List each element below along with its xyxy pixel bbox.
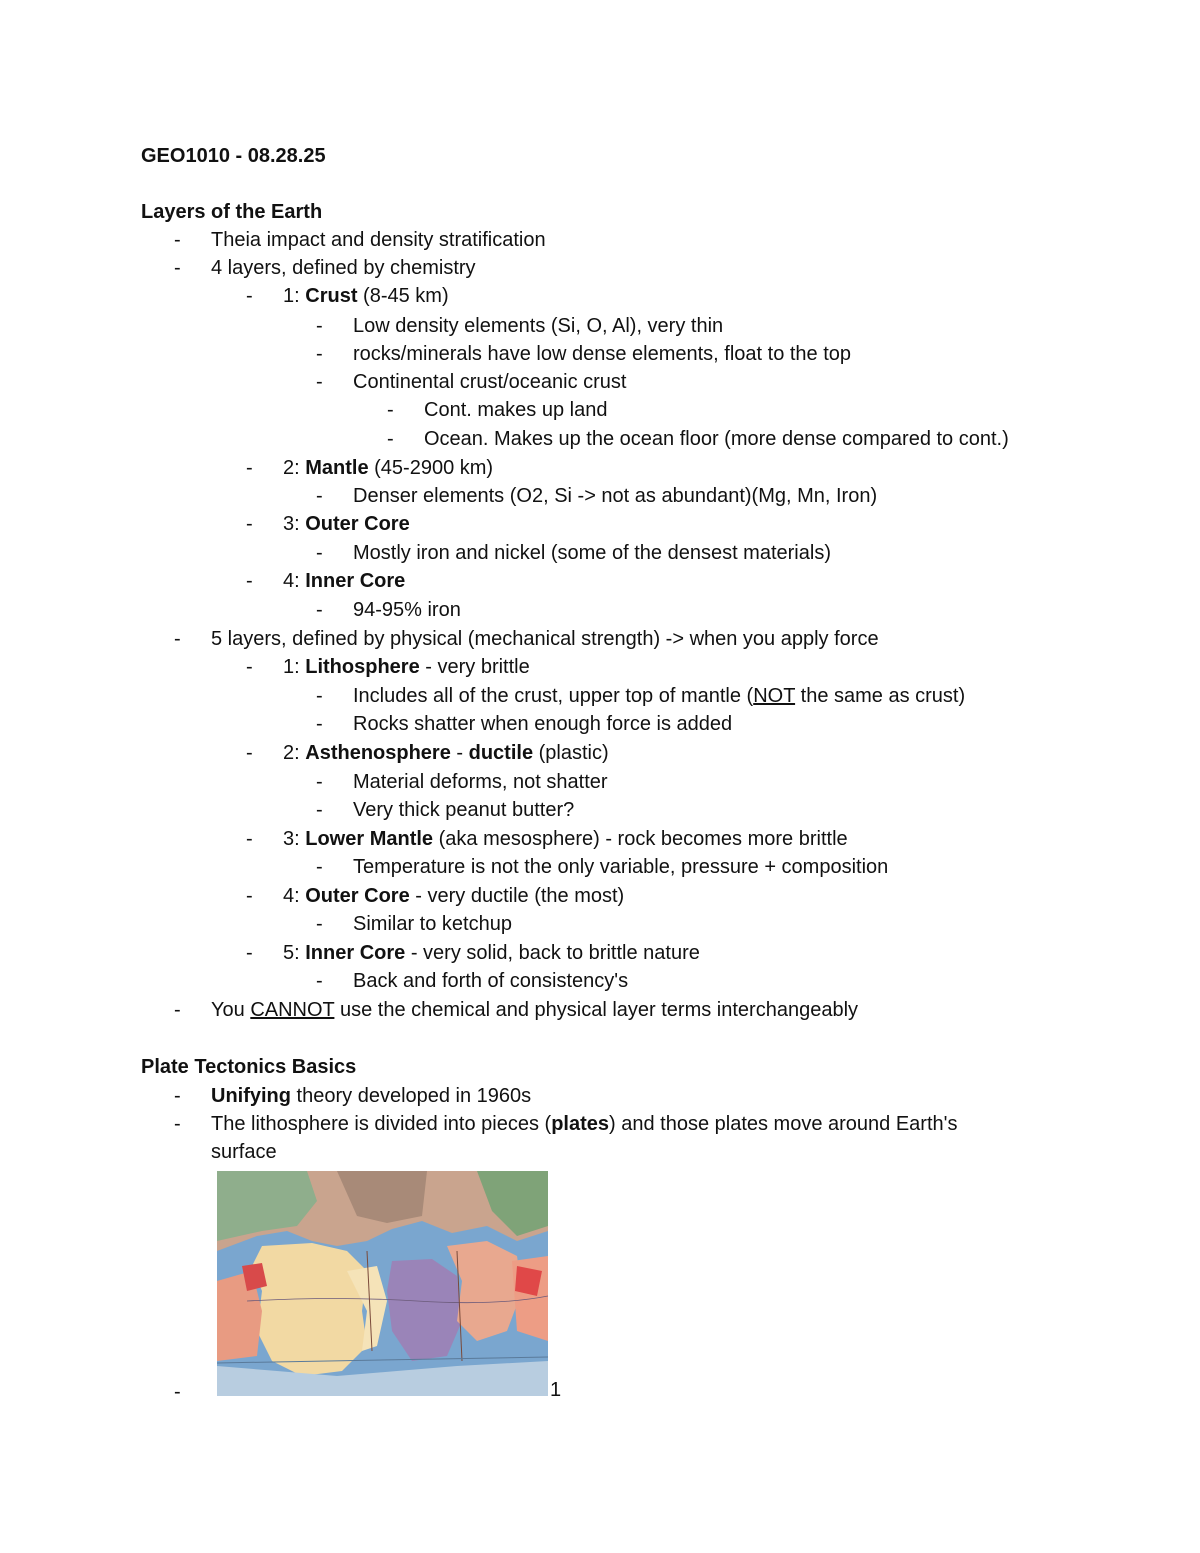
section-heading-layers: Layers of the Earth <box>141 201 323 223</box>
list-item: Back and forth of consistency's <box>353 970 629 992</box>
bullet-dash: - <box>316 371 323 393</box>
list-item: Denser elements (O2, Si -> not as abundant)(Mg, Mn, Iron) <box>353 485 878 507</box>
bullet-dash: - <box>246 742 253 764</box>
list-item: Cont. makes up land <box>424 399 608 421</box>
bullet-dash: - <box>174 1381 181 1403</box>
list-item: Rocks shatter when enough force is added <box>353 713 733 735</box>
list-item: You CANNOT use the chemical and physical layer terms interchangeably <box>211 999 859 1021</box>
tectonic-plate-map <box>217 1171 548 1396</box>
bullet-dash: - <box>174 1085 181 1107</box>
bullet-dash: - <box>246 570 253 592</box>
bullet-dash: - <box>246 942 253 964</box>
bullet-dash: - <box>316 713 323 735</box>
bullet-dash: - <box>316 315 323 337</box>
list-item-crust: 1: Crust (8-45 km) <box>283 285 449 307</box>
list-item: Temperature is not the only variable, pressure + composition <box>353 856 889 878</box>
list-item-inner-core: 4: Inner Core <box>283 570 406 592</box>
bullet-dash: - <box>246 285 253 307</box>
bullet-dash: - <box>316 343 323 365</box>
bullet-dash: - <box>316 970 323 992</box>
list-item-inner-core-physical: 5: Inner Core - very solid, back to brittle nature <box>283 942 700 964</box>
bullet-dash: - <box>316 685 323 707</box>
bullet-dash: - <box>316 856 323 878</box>
doc-title: GEO1010 - 08.28.25 <box>141 145 326 167</box>
bullet-dash: - <box>246 828 253 850</box>
bullet-dash: - <box>246 457 253 479</box>
list-item: Theia impact and density stratification <box>211 229 546 251</box>
bullet-dash: - <box>316 599 323 621</box>
list-item: Very thick peanut butter? <box>353 799 575 821</box>
list-item: Continental crust/oceanic crust <box>353 371 627 393</box>
bullet-dash: - <box>174 257 181 279</box>
bullet-dash: - <box>316 913 323 935</box>
bullet-dash: - <box>174 1113 181 1135</box>
bullet-dash: - <box>174 229 181 251</box>
section-heading-plates: Plate Tectonics Basics <box>141 1056 357 1078</box>
list-item: Mostly iron and nickel (some of the densest materials) <box>353 542 831 564</box>
list-item-outer-core: 3: Outer Core <box>283 513 410 535</box>
list-item: Unifying theory developed in 1960s <box>211 1085 532 1107</box>
bullet-dash: - <box>316 542 323 564</box>
bullet-dash: - <box>246 513 253 535</box>
bullet-dash: - <box>246 885 253 907</box>
list-item: 5 layers, defined by physical (mechanical strength) -> when you apply force <box>211 628 879 650</box>
list-item: The lithosphere is divided into pieces (plates) and those plates move around Earth's <box>211 1113 958 1135</box>
bullet-dash: - <box>387 428 394 450</box>
list-item-asthenosphere: 2: Asthenosphere - ductile (plastic) <box>283 742 609 764</box>
list-item: Similar to ketchup <box>353 913 512 935</box>
list-item: 94-95% iron <box>353 599 461 621</box>
list-item: Includes all of the crust, upper top of mantle (NOT the same as crust) <box>353 685 966 707</box>
bullet-dash: - <box>316 771 323 793</box>
list-item-mantle: 2: Mantle (45-2900 km) <box>283 457 494 479</box>
list-item: Ocean. Makes up the ocean floor (more dense compared to cont.) <box>424 428 1009 450</box>
list-item: rocks/minerals have low dense elements, float to the top <box>353 343 852 365</box>
list-item-outer-core-physical: 4: Outer Core - very ductile (the most) <box>283 885 625 907</box>
bullet-dash: - <box>246 656 253 678</box>
bullet-dash: - <box>174 999 181 1021</box>
plate-map-svg <box>217 1171 548 1396</box>
list-item-continuation: surface <box>211 1141 277 1163</box>
bullet-dash: - <box>174 628 181 650</box>
list-item-lithosphere: 1: Lithosphere - very brittle <box>283 656 530 678</box>
bullet-dash: - <box>316 799 323 821</box>
list-item: Material deforms, not shatter <box>353 771 608 793</box>
bullet-dash: - <box>387 399 394 421</box>
list-item-lower-mantle: 3: Lower Mantle (aka mesosphere) - rock becomes more brittle <box>283 828 848 850</box>
list-item: Low density elements (Si, O, Al), very thin <box>353 315 724 337</box>
bullet-dash: - <box>316 485 323 507</box>
list-item: 4 layers, defined by chemistry <box>211 257 476 279</box>
footnote-marker: 1 <box>550 1379 562 1401</box>
